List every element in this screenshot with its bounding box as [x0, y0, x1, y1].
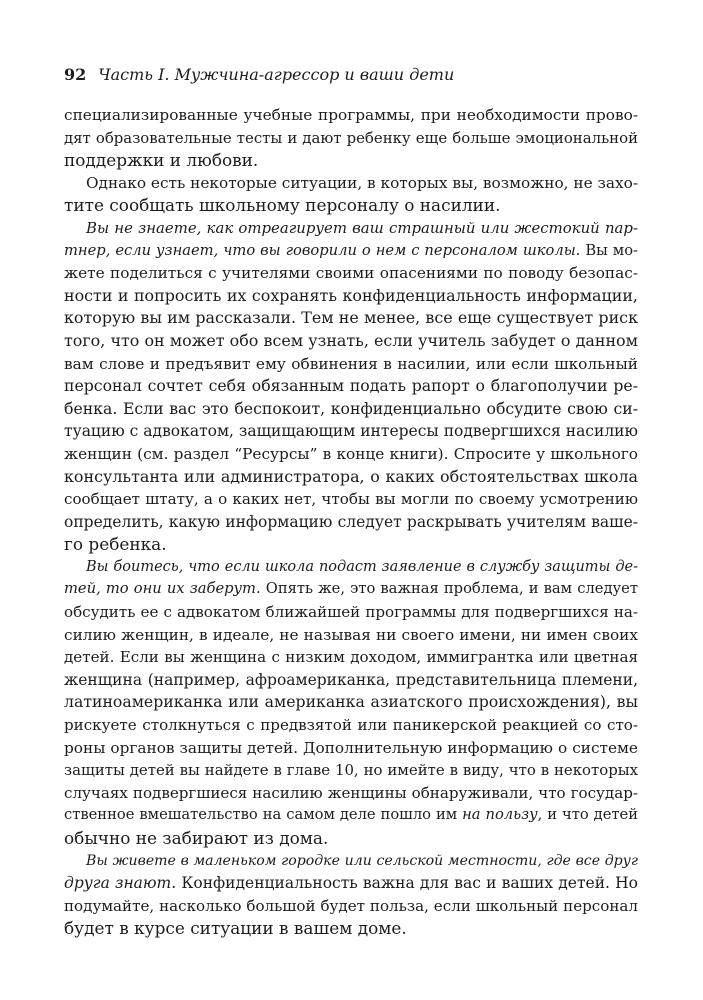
text-line — [64, 646, 638, 669]
text-segment: Опять же, это важная проблема, и вам следует — [260, 580, 638, 598]
text-segment: го ребенка. — [64, 534, 167, 555]
text-segment: того, что он может обо всем узнать, если учитель забудет о данном — [64, 330, 638, 350]
text-line — [64, 691, 638, 714]
italic-text: друга знают. — [64, 874, 177, 893]
running-head — [64, 64, 454, 86]
text-line — [64, 533, 638, 556]
italic-text: Вы не знаете, как отреагирует ваш страшный или жестокий пар- — [86, 218, 638, 237]
text-segment: поддержки и любови. — [64, 150, 259, 171]
text-segment: персонал сочтет себя обязанным подать рапорт о благополучии ре- — [64, 376, 638, 396]
text-segment: специализированные учебные программы, при необходимости прово- — [64, 106, 638, 124]
text-line — [64, 240, 638, 263]
text-line — [64, 104, 638, 127]
italic-text: тнер, если узнает, что вы говорили о нем с персоналом школы. — [64, 241, 581, 259]
text-segment: подумайте, насколько большой будет польза, если школьный персонал — [64, 896, 638, 915]
italic-text: тей, то они их заберут. — [64, 580, 261, 598]
text-line — [64, 443, 638, 466]
text-line — [64, 466, 638, 489]
text-segment: дят образовательные тесты и дают ребенку еще больше эмоциональной — [64, 128, 638, 147]
text-segment: вам слове и предъявит ему обвинения в насилии, или если школьный — [64, 354, 638, 373]
text-line — [64, 578, 638, 601]
text-segment: обсудить ее с адвокатом ближайшей программы для подвергшихся на- — [64, 603, 638, 622]
text-segment: женщин (см. раздел “Ресурсы” в конце книги). Спросите у школьного — [64, 444, 638, 463]
text-line — [64, 669, 638, 692]
body-text — [64, 104, 638, 940]
text-segment: бенка. Если вас это беспокоит, конфиденциально обсудите свою си- — [64, 398, 638, 418]
italic-text: на пользу — [462, 806, 538, 824]
text-segment: ственное вмешательство на самом деле пошло им — [64, 806, 463, 824]
text-line — [64, 149, 638, 172]
text-line — [64, 624, 638, 647]
text-line — [64, 488, 638, 511]
text-line — [64, 850, 638, 873]
text-segment: ности и попросить их сохранять конфиденциальность информации, — [64, 285, 638, 305]
text-line — [64, 895, 638, 918]
text-segment: защиты детей вы найдете в главе 10, но имейте в виду, что в некоторых — [64, 761, 638, 780]
text-line — [64, 330, 638, 353]
text-segment: туацию с адвокатом, защищающим интересы подвергшихся насилию — [64, 422, 638, 441]
text-segment: женщина (например, афроамериканка, представительница племени, — [64, 670, 638, 689]
text-line — [64, 262, 638, 285]
text-line — [64, 737, 638, 760]
text-segment: Конфиденциальность важна для вас и ваших детей. Но — [176, 874, 639, 893]
text-segment: сообщает штату, а о каких нет, чтобы вы могли по своему усмотрению — [64, 490, 638, 509]
text-line — [64, 353, 638, 376]
text-line — [64, 714, 638, 737]
text-line — [64, 804, 638, 827]
text-line — [64, 917, 638, 940]
text-line — [64, 556, 638, 579]
text-line — [64, 307, 638, 330]
italic-text: Вы живете в маленьком городке или сельской местности, где все друг — [86, 852, 638, 869]
text-line — [64, 759, 638, 782]
text-segment: роны органов защиты детей. Дополнительную информацию о системе — [64, 738, 638, 757]
text-line — [64, 217, 638, 240]
text-segment: консультанта или администратора, о каких обстоятельствах школа — [64, 466, 638, 486]
text-line — [64, 827, 638, 850]
text-line — [64, 172, 638, 195]
text-segment: силию женщин, в идеале, не называя ни своего имени, ни имен своих — [64, 625, 638, 644]
text-line — [64, 872, 638, 895]
text-segment: обычно не забирают из дома. — [64, 828, 329, 848]
text-segment: будет в курсе ситуации в вашем доме. — [64, 918, 407, 939]
text-segment: тите сообщать школьному персоналу о насилии. — [64, 195, 501, 216]
text-segment: определить, какую информацию следует раскрывать учителям ваше- — [64, 512, 638, 531]
text-segment: которую вы им рассказали. Тем не менее, все еще существует риск — [64, 308, 638, 328]
text-segment: Однако есть некоторые ситуации, в которых вы, возможно, не захо- — [86, 173, 638, 192]
text-segment: латиноамериканка или американка азиатского происхождения), вы — [64, 692, 638, 712]
text-segment: случаях подвергшиеся насилию женщины обнаруживали, что государ- — [64, 783, 638, 802]
text-segment: рискуете столкнуться с предвзятой или паникерской реакцией со сто- — [64, 716, 638, 735]
text-line — [64, 782, 638, 805]
text-line — [64, 420, 638, 443]
text-line — [64, 127, 638, 150]
text-segment: Вы мо- — [580, 241, 638, 259]
running-head-title: Часть I. Мужчина-агрессор и ваши дети — [98, 65, 455, 84]
text-line — [64, 511, 638, 534]
text-line — [64, 398, 638, 421]
text-segment: детей. Если вы женщина с низким доходом, иммигрантка или цветная — [64, 648, 638, 667]
page-number: 92 — [64, 65, 87, 84]
text-line — [64, 194, 638, 217]
text-line — [64, 375, 638, 398]
text-segment: жете поделиться с учителями своими опасениями по поводу безопас- — [64, 264, 638, 283]
italic-text: Вы боитесь, что если школа подаст заявление в службу защиты де- — [86, 558, 638, 575]
text-segment: , и что детей — [537, 806, 638, 824]
text-line — [64, 601, 638, 624]
text-line — [64, 285, 638, 308]
